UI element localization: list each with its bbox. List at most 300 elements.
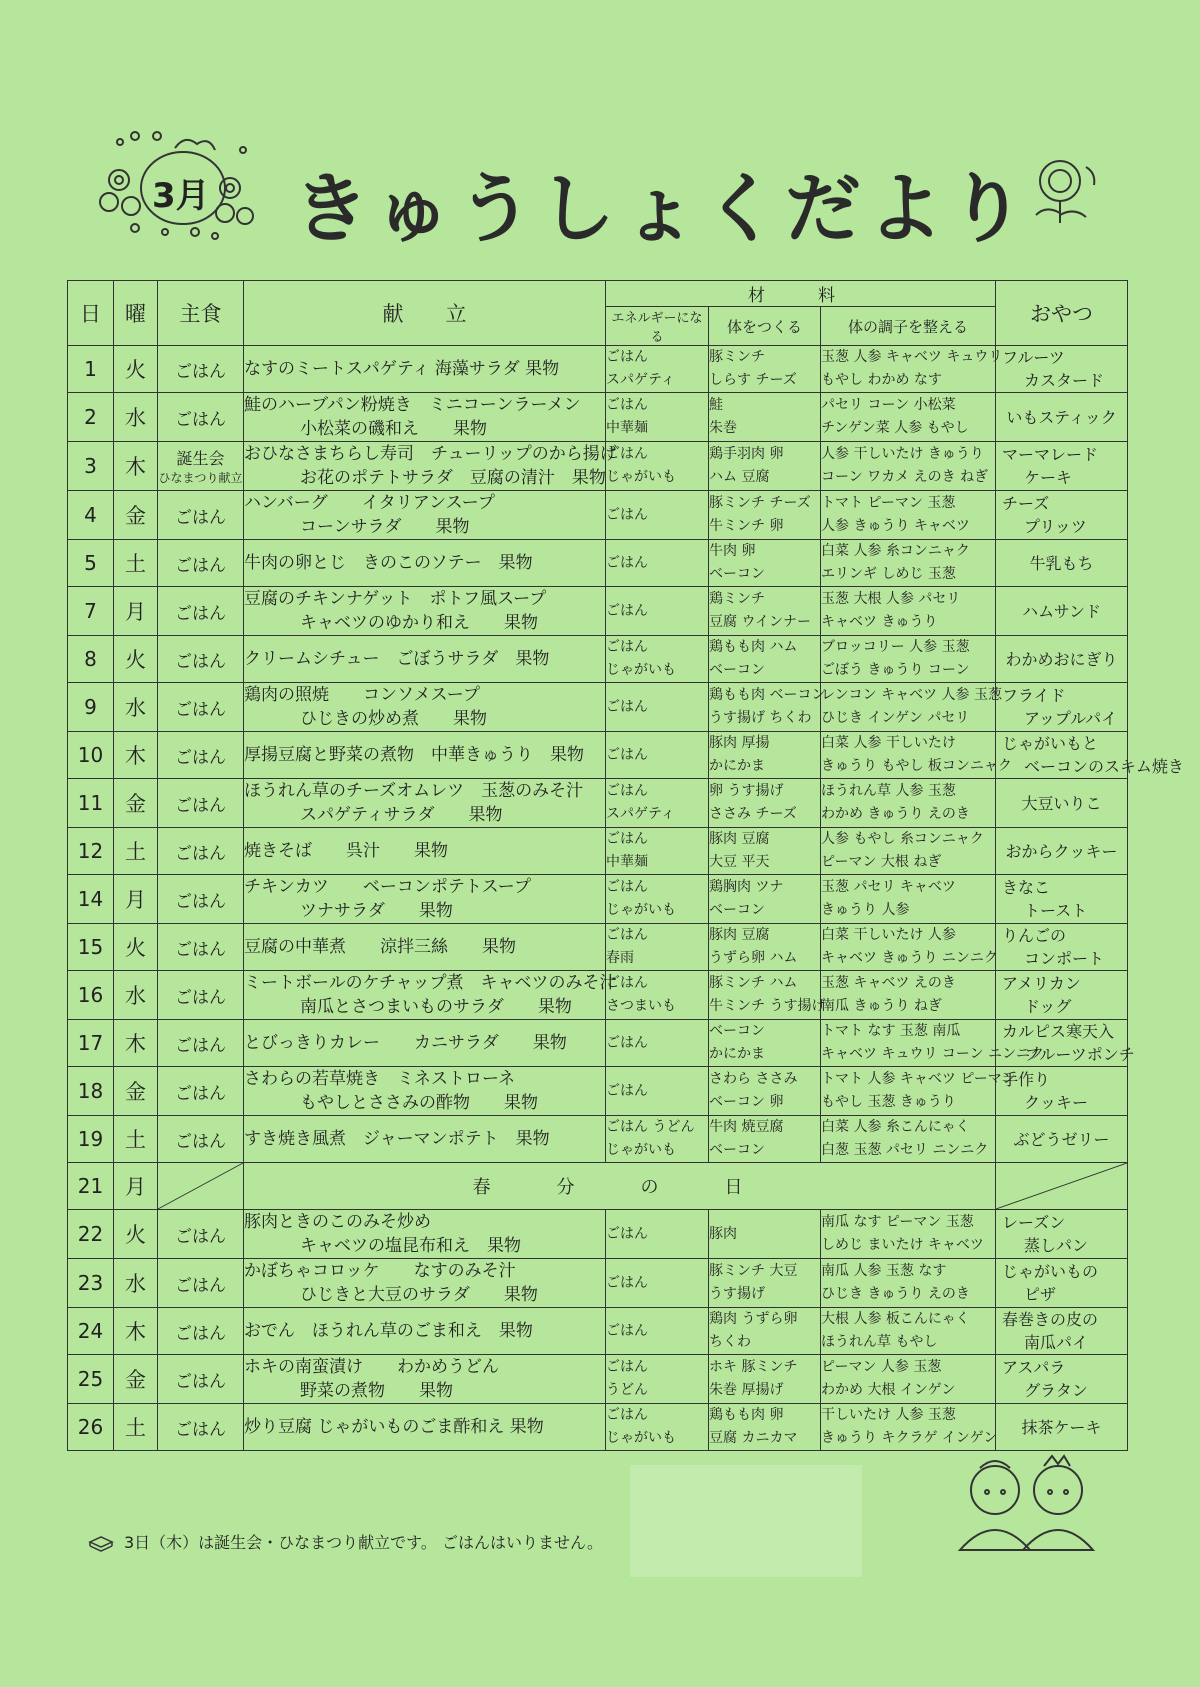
- condition-line-1: 白菜 干しいたけ 人参: [821, 927, 956, 943]
- menu-cell: [244, 924, 606, 971]
- menu-cell: [244, 1067, 606, 1116]
- holiday-day: 21: [68, 1163, 114, 1210]
- weekday-cell: 木: [114, 1308, 158, 1355]
- snack-cell: [996, 1116, 1128, 1163]
- condition-line-1: 玉葱 パセリ キャベツ: [821, 879, 956, 895]
- body-line-1: 豚ミンチ 大豆: [709, 1263, 798, 1279]
- body-cell: [709, 732, 821, 779]
- menu-cell: [244, 875, 606, 924]
- snack-cell: [996, 1355, 1128, 1404]
- day-cell: 8: [68, 636, 114, 683]
- snack-cell: [996, 540, 1128, 587]
- condition-line-2: 人参 きゅうり キャベツ: [821, 518, 970, 534]
- staple-cell: [158, 1067, 244, 1116]
- snack-line-2: 蒸しパン: [1024, 1236, 1089, 1255]
- snack-line-2: ケーキ: [1024, 468, 1073, 487]
- snack-line-1: フライド: [1002, 686, 1066, 705]
- energy-line-1: ごはん: [606, 783, 648, 799]
- menu-line-1: 焼きそば 呉汁 果物: [244, 841, 448, 861]
- weekday-cell: 金: [114, 779, 158, 828]
- condition-cell: [821, 1116, 996, 1163]
- snack-cell: [996, 1308, 1128, 1355]
- snack-cell: [996, 442, 1128, 491]
- body-line-2: ちくわ: [709, 1334, 751, 1350]
- staple-text: ごはん: [175, 1083, 226, 1104]
- weekday-cell: 火: [114, 636, 158, 683]
- condition-line-2: 南瓜 きゅうり ねぎ: [821, 998, 942, 1014]
- body-cell: [709, 346, 821, 393]
- body-line-2: ベーコン: [709, 902, 765, 918]
- body-line-2: 牛ミンチ 卵: [709, 518, 784, 534]
- staple-text: 誕生会: [176, 449, 225, 468]
- energy-cell: [606, 587, 709, 636]
- menu-cell: [244, 1210, 606, 1259]
- hishimochi-icon: [88, 1534, 114, 1554]
- header: [95, 128, 1105, 258]
- snack-line-1: アスパラ: [1002, 1358, 1066, 1377]
- snack-line-1: りんごの: [1002, 926, 1067, 945]
- energy-cell: [606, 540, 709, 587]
- menu-line-1: 鮭のハーブパン粉焼き ミニコーンラーメン: [244, 395, 581, 415]
- menu-line-1: ハンバーグ イタリアンスープ: [244, 493, 495, 513]
- condition-line-1: 大根 人参 板こんにゃく: [821, 1311, 970, 1327]
- day-cell: 23: [68, 1259, 114, 1308]
- staple-text: ごはん: [175, 1275, 226, 1296]
- energy-line-1: ごはん: [606, 927, 648, 943]
- staple-text: ごはん: [175, 1226, 226, 1247]
- body-line-2: 朱巻 厚揚げ: [709, 1382, 784, 1398]
- snack-cell: [996, 1259, 1128, 1308]
- weekday-cell: 火: [114, 1210, 158, 1259]
- energy-line-1: ごはん: [606, 1225, 648, 1242]
- staple-text: ごはん: [175, 1371, 226, 1392]
- body-line-2: ハム 豆腐: [709, 469, 770, 485]
- staple-cell: [158, 491, 244, 540]
- energy-line-1: ごはん: [606, 831, 648, 847]
- staple-text: ごはん: [175, 603, 226, 624]
- snack-line-1: 牛乳もち: [1029, 553, 1094, 573]
- energy-cell: [606, 1355, 709, 1404]
- menu-line-1: かぼちゃコロッケ なすのみそ汁: [244, 1261, 516, 1281]
- stamp-box: [630, 1465, 862, 1577]
- condition-line-1: 白菜 人参 糸こんにゃく: [821, 1119, 970, 1135]
- menu-line-2: キャベツのゆかり和え 果物: [300, 613, 538, 633]
- condition-line-2: しめじ まいたけ キャベツ: [821, 1237, 984, 1253]
- menu-line-1: 鶏肉の照焼 コンソメスープ: [244, 685, 480, 705]
- body-line-1: 牛肉 焼豆腐: [709, 1119, 784, 1135]
- energy-line-1: ごはん: [606, 746, 648, 763]
- body-line-1: 豚肉 厚揚: [709, 735, 770, 751]
- energy-cell: [606, 1067, 709, 1116]
- weekday-cell: 木: [114, 442, 158, 491]
- condition-line-1: トマト なす 玉葱 南瓜: [821, 1023, 961, 1039]
- condition-line-2: チンゲン菜 人参 もやし: [821, 420, 969, 436]
- sunflower-icon: [1030, 153, 1110, 233]
- table-row: [68, 346, 1128, 393]
- body-line-2: 豆腐 カニカマ: [709, 1430, 798, 1446]
- body-line-1: 鶏肉 うずら卵: [709, 1311, 798, 1327]
- body-line-2: 大豆 平天: [709, 854, 770, 870]
- condition-line-1: トマト ピーマン 玉葱: [821, 495, 956, 511]
- body-line-1: 牛肉 卵: [709, 543, 756, 559]
- condition-line-2: コーン ワカメ えのき ねぎ: [821, 469, 989, 485]
- condition-cell: [821, 1259, 996, 1308]
- snack-line-1: じゃがいもの: [1002, 1262, 1099, 1281]
- energy-line-1: ごはん: [606, 1407, 648, 1423]
- day-cell: 5: [68, 540, 114, 587]
- body-line-1: 豚肉 豆腐: [709, 927, 770, 943]
- energy-line-2: 春雨: [606, 950, 634, 966]
- body-cell: [709, 779, 821, 828]
- day-cell: 3: [68, 442, 114, 491]
- staple-cell: [158, 1308, 244, 1355]
- energy-line-1: ごはん: [606, 506, 648, 523]
- holiday-label: 春 分 の 日: [472, 1177, 767, 1198]
- body-line-1: 豚ミンチ ハム: [709, 975, 798, 991]
- body-line-2: うす揚げ ちくわ: [709, 710, 812, 726]
- weekday-cell: 火: [114, 924, 158, 971]
- energy-cell: [606, 442, 709, 491]
- snack-line-1: じゃがいもと: [1002, 734, 1099, 753]
- condition-line-2: エリンギ しめじ 玉葱: [821, 566, 956, 582]
- energy-cell: [606, 1259, 709, 1308]
- condition-line-1: 玉葱 人参 キャベツ キュウリ: [821, 349, 1003, 365]
- snack-line-2: グラタン: [1024, 1381, 1088, 1400]
- menu-line-2: スパゲティサラダ 果物: [300, 805, 503, 825]
- staple-cell: [158, 924, 244, 971]
- table-row: [68, 1067, 1128, 1116]
- energy-line-1: ごはん: [606, 1322, 648, 1339]
- snack-line-2: クッキー: [1024, 1093, 1089, 1112]
- snack-cell: [996, 875, 1128, 924]
- menu-line-1: 炒り豆腐 じゃがいものごま酢和え 果物: [244, 1417, 544, 1437]
- menu-cell: [244, 1020, 606, 1067]
- weekday-cell: 木: [114, 1020, 158, 1067]
- condition-cell: [821, 636, 996, 683]
- snack-line-1: 手作り: [1002, 1070, 1051, 1089]
- body-line-1: 鶏ミンチ: [709, 591, 765, 607]
- table-row: [68, 1308, 1128, 1355]
- staple-text: ごはん: [175, 1035, 226, 1056]
- day-cell: 2: [68, 393, 114, 442]
- menu-line-2: ツナサラダ 果物: [300, 901, 453, 921]
- energy-line-1: ごはん: [606, 639, 648, 655]
- table-row: [68, 1355, 1128, 1404]
- day-cell: 12: [68, 828, 114, 875]
- energy-line-1: ごはん: [606, 698, 648, 715]
- day-cell: 15: [68, 924, 114, 971]
- body-cell: [709, 828, 821, 875]
- menu-line-1: すき焼き風煮 ジャーマンポテト 果物: [244, 1129, 550, 1149]
- menu-line-1: 豚肉ときのこのみそ炒め: [244, 1212, 431, 1232]
- condition-cell: [821, 540, 996, 587]
- energy-line-2: じゃがいも: [606, 662, 676, 678]
- condition-line-2: キャベツ キュウリ コーン ニンニク: [821, 1046, 1045, 1062]
- body-line-2: ささみ チーズ: [709, 806, 797, 822]
- table-row: [68, 732, 1128, 779]
- menu-line-1: おでん ほうれん草のごま和え 果物: [244, 1321, 533, 1341]
- condition-line-2: ごぼう きゅうり コーン: [821, 662, 970, 678]
- staple-text: ごはん: [175, 939, 226, 960]
- staple-cell: [158, 1404, 244, 1451]
- day-cell: 24: [68, 1308, 114, 1355]
- footnote-text: 3日（木）は誕生会・ひなまつり献立です。 ごはんはいりません。: [124, 1533, 603, 1552]
- menu-cell: [244, 732, 606, 779]
- body-line-1: 鶏手羽肉 卵: [709, 446, 784, 462]
- energy-cell: [606, 393, 709, 442]
- condition-line-2: ほうれん草 もやし: [821, 1334, 938, 1350]
- weekday-cell: 土: [114, 540, 158, 587]
- body-line-1: 豚ミンチ: [709, 349, 765, 365]
- condition-line-2: わかめ 大根 インゲン: [821, 1382, 956, 1398]
- condition-line-1: 南瓜 なす ピーマン 玉葱: [821, 1214, 974, 1230]
- energy-line-2: じゃがいも: [606, 902, 676, 918]
- day-cell: 17: [68, 1020, 114, 1067]
- body-cell: [709, 1355, 821, 1404]
- energy-cell: [606, 683, 709, 732]
- menu-cell: [244, 779, 606, 828]
- menu-cell: [244, 1404, 606, 1451]
- condition-cell: [821, 1355, 996, 1404]
- condition-line-2: ピーマン 大根 ねぎ: [821, 854, 942, 870]
- body-cell: [709, 442, 821, 491]
- snack-line-1: カルピス寒天入: [1002, 1022, 1115, 1041]
- table-row: [68, 491, 1128, 540]
- staple-text: ごはん: [175, 1131, 226, 1152]
- condition-cell: [821, 587, 996, 636]
- condition-cell: [821, 779, 996, 828]
- table-row: [68, 1404, 1128, 1451]
- condition-line-1: 人参 干しいたけ きゅうり: [821, 446, 984, 462]
- snack-cell: [996, 1067, 1128, 1116]
- table-row: [68, 875, 1128, 924]
- menu-cell: [244, 971, 617, 1020]
- body-cell: [709, 971, 826, 1020]
- body-line-2: ベーコン 卵: [709, 1094, 784, 1110]
- body-line-1: さわら ささみ: [709, 1071, 798, 1087]
- menu-line-2: キャベツの塩昆布和え 果物: [300, 1236, 521, 1256]
- snack-line-2: 南瓜パイ: [1024, 1333, 1089, 1352]
- holiday-row: [68, 1163, 1128, 1210]
- day-cell: 11: [68, 779, 114, 828]
- staple-text: ごはん: [175, 1419, 226, 1440]
- snack-line-1: 抹茶ケーキ: [1021, 1417, 1102, 1437]
- condition-cell: [821, 346, 1003, 393]
- snack-cell: [996, 732, 1184, 779]
- staple-text: ごはん: [175, 699, 226, 720]
- energy-cell: [606, 875, 709, 924]
- condition-cell: [821, 1020, 1045, 1067]
- menu-cell: [244, 1259, 606, 1308]
- body-line-2: かにかま: [709, 1046, 765, 1062]
- col-snack: おやつ: [996, 281, 1128, 346]
- body-cell: [709, 636, 821, 683]
- menu-line-2: ひじきの炒め煮 果物: [300, 709, 487, 729]
- menu-line-1: とびっきりカレー カニサラダ 果物: [244, 1033, 567, 1053]
- body-line-2: ベーコン: [709, 662, 765, 678]
- snack-line-1: 大豆いりこ: [1021, 793, 1102, 813]
- snack-line-1: ぶどうゼリー: [1013, 1129, 1110, 1149]
- menu-rows-2: [68, 1210, 1128, 1451]
- energy-line-1: ごはん: [606, 554, 648, 571]
- energy-line-2: じゃがいも: [606, 1430, 676, 1446]
- page-title: きゅうしょくだより: [293, 164, 1031, 253]
- energy-cell: [606, 971, 709, 1020]
- energy-line-1: ごはん うどん: [606, 1119, 695, 1135]
- diagonal-slash: [158, 1163, 244, 1210]
- staple-cell: [158, 540, 244, 587]
- condition-cell: [821, 1210, 996, 1259]
- condition-cell: [821, 491, 996, 540]
- body-cell: [709, 587, 821, 636]
- table-row: [68, 393, 1128, 442]
- day-cell: 14: [68, 875, 114, 924]
- body-line-1: 豚ミンチ チーズ: [709, 495, 811, 511]
- condition-line-2: もやし わかめ なす: [821, 372, 942, 388]
- snack-line-1: いもスティック: [1006, 407, 1117, 427]
- condition-line-2: ひじき きゅうり えのき: [821, 1286, 970, 1302]
- menu-line-2: 南瓜とさつまいものサラダ 果物: [300, 997, 572, 1017]
- weekday-cell: 金: [114, 1355, 158, 1404]
- condition-line-1: ほうれん草 人参 玉葱: [821, 783, 956, 799]
- day-cell: 19: [68, 1116, 114, 1163]
- staple-cell: [158, 683, 244, 732]
- menu-line-1: なすのミートスパゲティ 海藻サラダ 果物: [244, 359, 560, 379]
- menu-line-2: 野菜の煮物 果物: [300, 1381, 453, 1401]
- table-row: [68, 779, 1128, 828]
- energy-cell: [606, 491, 709, 540]
- table-row: [68, 971, 1128, 1020]
- body-line-1: 鮭: [709, 397, 723, 413]
- condition-line-1: パセリ コーン 小松菜: [821, 397, 956, 413]
- month-label: 3月: [152, 176, 210, 216]
- energy-line-2: スパゲティ: [606, 806, 675, 822]
- day-cell: 9: [68, 683, 114, 732]
- condition-line-1: レンコン キャベツ 人参 玉葱: [821, 687, 1002, 703]
- snack-line-1: 春巻きの皮の: [1002, 1310, 1099, 1329]
- menu-cell: [244, 1355, 606, 1404]
- body-cell: [709, 491, 821, 540]
- menu-cell: [244, 1308, 606, 1355]
- staple-cell: [158, 1210, 244, 1259]
- snack-cell: [996, 587, 1128, 636]
- staple-subtext: ひなまつり献立: [158, 471, 243, 485]
- snack-cell: [996, 393, 1128, 442]
- staple-cell: [158, 971, 244, 1020]
- staple-text: ごはん: [175, 795, 226, 816]
- snack-line-1: おからクッキー: [1005, 841, 1118, 861]
- staple-text: ごはん: [175, 747, 226, 768]
- body-line-2: うす揚げ: [709, 1286, 765, 1302]
- table-row: [68, 442, 1128, 491]
- table-row: [68, 1210, 1128, 1259]
- snack-cell: [996, 924, 1128, 971]
- energy-cell: [606, 1308, 709, 1355]
- snack-line-1: チーズ: [1002, 494, 1050, 513]
- table-row: [68, 636, 1128, 683]
- energy-line-2: うどん: [606, 1382, 648, 1398]
- staple-cell: [158, 1020, 244, 1067]
- weekday-cell: 土: [114, 828, 158, 875]
- menu-line-1: 牛肉の卵とじ きのこのソテー 果物: [244, 553, 533, 573]
- condition-line-1: 玉葱 キャベツ えのき: [821, 975, 956, 991]
- energy-cell: [606, 1116, 709, 1163]
- snack-cell: [996, 636, 1128, 683]
- holiday-weekday: 月: [114, 1163, 158, 1210]
- menu-rows-1: [68, 346, 1184, 1163]
- day-cell: 7: [68, 587, 114, 636]
- body-line-1: 卵 うす揚げ: [709, 783, 784, 799]
- body-line-2: ベーコン: [709, 566, 765, 582]
- day-cell: 16: [68, 971, 114, 1020]
- weekday-cell: 月: [114, 875, 158, 924]
- table-row: [68, 1116, 1128, 1163]
- day-cell: 25: [68, 1355, 114, 1404]
- snack-line-2: カスタード: [1024, 371, 1105, 390]
- staple-text: ごはん: [175, 1323, 226, 1344]
- energy-cell: [606, 1404, 709, 1451]
- snack-cell: [996, 683, 1128, 732]
- body-cell: [709, 1404, 821, 1451]
- menu-table: [67, 280, 1184, 1451]
- staple-cell: [158, 1355, 244, 1404]
- footnote: [88, 1530, 603, 1554]
- weekday-cell: 月: [114, 587, 158, 636]
- table-row: [68, 1020, 1128, 1067]
- table-row: [68, 924, 1128, 971]
- energy-line-2: じゃがいも: [606, 1142, 676, 1158]
- menu-cell: [244, 346, 606, 393]
- snack-line-2: アップルパイ: [1024, 709, 1118, 728]
- weekday-cell: 土: [114, 1404, 158, 1451]
- condition-line-1: 玉葱 大根 人参 パセリ: [821, 591, 961, 607]
- menu-line-1: クリームシチュー ごぼうサラダ 果物: [244, 649, 550, 669]
- condition-line-2: もやし 玉葱 きゅうり: [821, 1094, 956, 1110]
- body-cell: [709, 683, 826, 732]
- condition-line-2: キャベツ きゅうり: [821, 614, 938, 630]
- table-row: [68, 1259, 1128, 1308]
- weekday-cell: 水: [114, 393, 158, 442]
- snack-line-2: ドッグ: [1024, 997, 1072, 1016]
- menu-cell: [244, 587, 606, 636]
- body-cell: [709, 1210, 821, 1259]
- menu-cell: [244, 636, 606, 683]
- snack-line-2: フルーツポンチ: [1024, 1045, 1135, 1064]
- body-cell: [709, 1259, 821, 1308]
- table-row: [68, 828, 1128, 875]
- snack-line-2: トースト: [1024, 901, 1088, 920]
- col-condition: 体の調子を整える: [821, 307, 996, 346]
- menu-line-1: 豆腐の中華煮 涼拌三絲 果物: [244, 937, 516, 957]
- menu-line-1: おひなさまちらし寿司 チューリップのから揚げ: [244, 444, 617, 464]
- condition-line-2: きゅうり キクラゲ インゲン: [821, 1430, 998, 1446]
- condition-cell: [821, 828, 996, 875]
- energy-line-2: 中華麺: [606, 420, 648, 436]
- body-cell: [709, 924, 821, 971]
- body-line-2: 豆腐 ウインナー: [709, 614, 812, 630]
- snack-cell: [996, 1210, 1128, 1259]
- condition-line-1: ピーマン 人参 玉葱: [821, 1359, 942, 1375]
- condition-cell: [821, 1067, 1016, 1116]
- snack-cell: [996, 971, 1128, 1020]
- condition-cell: [821, 683, 1002, 732]
- condition-line-1: ブロッコリー 人参 玉葱: [821, 639, 970, 655]
- staple-cell: [158, 732, 244, 779]
- energy-line-1: ごはん: [606, 1034, 648, 1051]
- condition-cell: [821, 1308, 996, 1355]
- weekday-cell: 火: [114, 346, 158, 393]
- menu-line-1: さわらの若草焼き ミネストローネ: [244, 1069, 516, 1089]
